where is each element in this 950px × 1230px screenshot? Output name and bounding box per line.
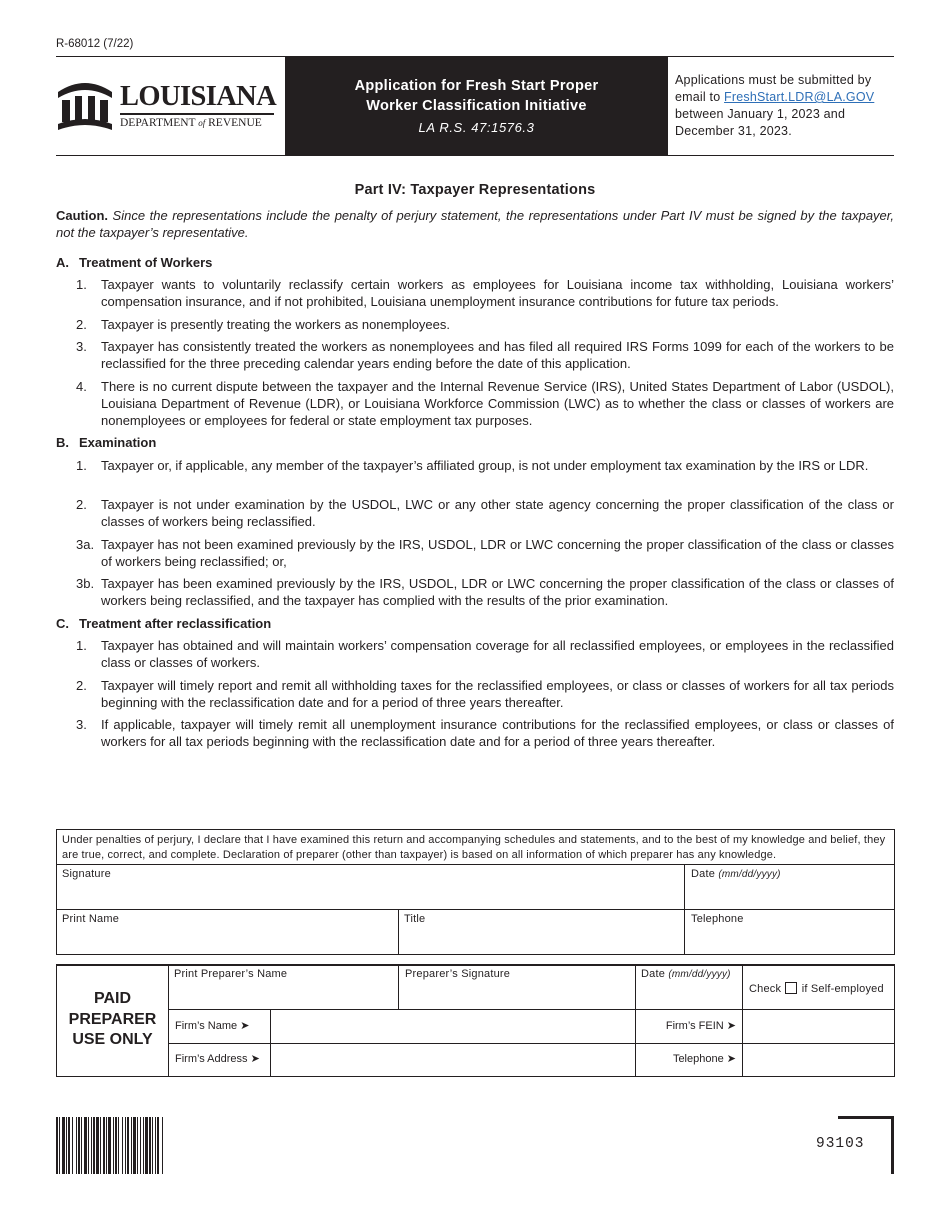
- form-code: 93103: [816, 1136, 865, 1152]
- preparer-name-field[interactable]: [169, 966, 398, 1009]
- preparer-signature-label: Preparer’s Signature: [405, 968, 511, 980]
- list-item: 2. Taxpayer will timely report and remit all withholding taxes for the reclassified employees, or class or classes of workers for all tax periods beginning with the reclassification date and for a period of three years thereafter.: [76, 678, 894, 710]
- arrow-right-icon: ➤: [726, 1053, 736, 1065]
- print-name-field-label: Print Name: [62, 913, 120, 925]
- preparer-telephone-label: Telephone ➤: [672, 1053, 736, 1065]
- telephone-field-label: Telephone: [691, 913, 744, 925]
- list-item: 3b. Taxpayer has been examined previously by the IRS, USDOL, LDR or LWC concerning the proper classification of the class or classes of workers being reclassified, and the taxpayer has complied with the results of the prior examination.: [76, 576, 894, 608]
- corner-mark: [838, 1116, 894, 1119]
- arrow-right-icon: ➤: [240, 1020, 250, 1032]
- list-item: 3. Taxpayer has consistently treated the workers as nonemployees and has filed all required IRS Forms 1099 for each of the workers to be reclassified for the three preceding calendar years ending before the date of this application.: [76, 339, 894, 371]
- list-item: 1. Taxpayer wants to voluntarily reclassify certain workers as employees for Louisiana income tax withholding, Louisiana workers’ compensation insurance, and if not prohibited, Louisiana unemployment insurance contributions for future tax periods.: [76, 277, 894, 309]
- title-field-label: Title: [404, 913, 426, 925]
- submission-email-link[interactable]: FreshStart.LDR@LA.GOV: [724, 90, 875, 104]
- list-item: 3. If applicable, taxpayer will timely remit all unemployment insurance contributions for the reclassified employees, or class or classes of workers for all tax periods beginning with the reclassification date and for a period of three years thereafter.: [76, 717, 894, 749]
- self-employed-check: Check if Self-employed: [749, 983, 884, 995]
- agency-logo: [56, 78, 277, 132]
- preparer-date-label: Date (mm/dd/yyyy): [641, 968, 731, 980]
- preparer-name-label: Print Preparer’s Name: [174, 968, 288, 980]
- firm-fein-field[interactable]: [743, 1010, 895, 1043]
- agency-name-secondary: DEPARTMENT of REVENUE: [120, 117, 262, 129]
- part-title: Part IV: Taxpayer Representations: [354, 182, 596, 198]
- statute-reference: LA R.S. 47:1576.3: [418, 120, 535, 135]
- section-heading: C. Treatment after reclassification: [56, 616, 272, 631]
- submission-instructions: Applications must be submitted by email to FreshStart.LDR@LA.GOV between January 1, 2023 and December 31, 2023.: [675, 73, 875, 138]
- signature-field[interactable]: [56, 864, 684, 909]
- header-top-rule: [56, 56, 285, 57]
- firm-name-label: Firm’s Name ➤: [175, 1020, 250, 1032]
- corner-mark: [891, 1116, 894, 1174]
- print-name-field[interactable]: [56, 909, 398, 955]
- date-field-label: Date (mm/dd/yyyy): [691, 868, 781, 880]
- firm-address-label: Firm’s Address ➤: [175, 1053, 260, 1065]
- list-item: 4. There is no current dispute between the taxpayer and the Internal Revenue Service (IRS), United States Department of Labor (USDOL), Louisiana Department of Revenue (LDR), or Louisiana Workforce Commission (LWC) as to whether the class or classes of workers are nonemployees or employees for federal or state employment tax purposes.: [76, 379, 894, 428]
- list-item: 1. Taxpayer or, if applicable, any member of the taxpayer’s affiliated group, is not under employment tax examination by the IRS or LDR.: [76, 458, 869, 473]
- list-item: 2. Taxpayer is not under examination by the USDOL, LWC or any other state agency concerning the proper classification of the class or classes of workers being reclassified.: [76, 497, 894, 529]
- barcode-icon: [56, 1117, 230, 1174]
- pelican-columns-icon: [56, 78, 114, 132]
- firm-name-field[interactable]: [271, 1010, 635, 1043]
- signature-field-label: Signature: [62, 868, 111, 880]
- section-heading: B. Examination: [56, 435, 157, 450]
- agency-name-primary: LOUISIANA: [120, 81, 277, 112]
- list-item: 3a. Taxpayer has not been examined previously by the IRS, USDOL, LDR or LWC concerning the proper classification of the class or classes of workers being reclassified; or,: [76, 537, 894, 569]
- self-employed-checkbox[interactable]: [785, 982, 797, 994]
- title-field[interactable]: [399, 909, 684, 955]
- paid-preparer-title: PAID PREPARER USE ONLY: [68, 990, 157, 1048]
- telephone-field[interactable]: [685, 909, 895, 955]
- form-title: Application for Fresh Start Proper Worker Classification Initiative: [354, 78, 599, 114]
- list-item: 2. Taxpayer is presently treating the workers as nonemployees.: [76, 317, 451, 332]
- section-heading: A. Treatment of Workers: [56, 255, 213, 270]
- caution-note: Caution. Since the representations include the penalty of perjury statement, the representations under Part IV must be signed by the taxpayer, not the taxpayer’s representative.: [56, 208, 894, 240]
- form-title-block: [285, 56, 668, 156]
- preparer-signature-field[interactable]: [399, 966, 635, 1009]
- list-item: 1. Taxpayer has obtained and will maintain workers’ compensation coverage for all reclassified employees, or employees in the reclassified class or classes of workers.: [76, 638, 894, 670]
- form-number: R-68012 (7/22): [56, 38, 134, 50]
- header-top-rule-right: [668, 56, 894, 57]
- arrow-right-icon: ➤: [726, 1020, 736, 1032]
- perjury-declaration: Under penalties of perjury, I declare that I have examined this return and accompanying schedules and statements, and to the best of my knowledge and belief, they are true, correct, and complete. Declaration of preparer (other than taxpayer) is based on all information of which preparer has any knowledge.: [62, 834, 886, 861]
- firm-fein-label: Firm’s FEIN ➤: [665, 1020, 736, 1032]
- logo-rule: [120, 113, 274, 115]
- preparer-date-field[interactable]: [636, 966, 742, 1009]
- arrow-right-icon: ➤: [250, 1053, 260, 1065]
- preparer-telephone-field[interactable]: [743, 1044, 895, 1077]
- date-field[interactable]: [685, 864, 895, 909]
- firm-address-field[interactable]: [271, 1044, 635, 1077]
